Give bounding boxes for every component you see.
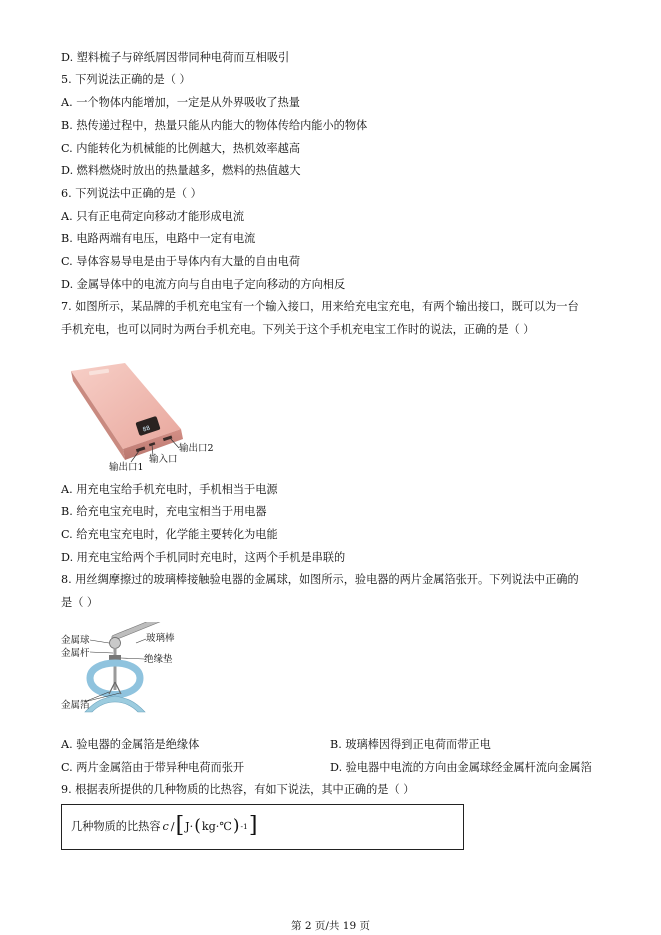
unit-j: J· (185, 819, 194, 833)
q7-option-c: C. 给充电宝充电时，化学能主要转化为电能 (61, 528, 278, 541)
q5-option-d: D. 燃料燃烧时放出的热量越多，燃料的热值越大 (61, 164, 301, 177)
label-output-2: 输出口2 (179, 443, 214, 454)
table-header-cell (71, 815, 258, 837)
q5-option-c: C. 内能转化为机械能的比例越大，热机效率越高 (61, 142, 301, 155)
table-header-text: 几种物质的比热容 (71, 820, 161, 833)
q8-stem-line1: 8. 用丝绸摩擦过的玻璃棒接触验电器的金属球，如图所示，验电器的两片金属箔张开。下列说法中正确的 (61, 573, 579, 586)
bracket-right-icon: ] (248, 813, 258, 838)
q7-stem-line1: 7. 如图所示，某品牌的手机充电宝有一个输入接口，用来给充电宝充电，有两个输出接口，既可以为一台 (61, 300, 579, 313)
q6-option-c: C. 导体容易导电是由于导体内有大量的自由电荷 (61, 255, 301, 268)
q6-option-a: A. 只有正电荷定向移动才能形成电流 (61, 210, 245, 223)
q7-option-b: B. 给充电宝充电时，充电宝相当于用电器 (61, 505, 267, 518)
paren-right-icon: ) (232, 816, 240, 836)
label-metal-rod: 金属杆 (61, 648, 90, 659)
slash: / (170, 819, 175, 833)
q7-option-d: D. 用充电宝给两个手机同时充电时，这两个手机是串联的 (61, 551, 346, 564)
specific-heat-table (61, 804, 464, 850)
label-input: 输入口 (149, 454, 178, 465)
paren-left-icon: ( (194, 816, 201, 836)
q8-option-c: C. 两片金属箔由于带异种电荷而张开 (61, 761, 245, 774)
page-footer: 第 2 页/共 19 页 (291, 920, 370, 932)
q7-stem-line2: 手机充电，也可以同时为两台手机充电。下列关于这个手机充电宝工作时的说法，正确的是（ ） (61, 323, 535, 336)
label-insulating-pad: 绝缘垫 (144, 654, 173, 665)
label-output-1: 输出口1 (109, 462, 144, 473)
q5-option-b: B. 热传递过程中，热量只能从内能大的物体传给内能小的物体 (61, 119, 368, 132)
power-bank-figure (63, 357, 233, 477)
q7-option-a: A. 用充电宝给手机充电时，手机相当于电源 (61, 483, 278, 496)
label-metal-ball: 金属球 (61, 635, 90, 646)
q6-option-b: B. 电路两端有电压，电路中一定有电流 (61, 232, 256, 245)
q8-option-b: B. 玻璃棒因得到正电荷而带正电 (330, 738, 491, 751)
svg-text:88: 88 (141, 424, 152, 434)
label-glass-rod: 玻璃棒 (146, 633, 175, 644)
q8-option-d: D. 验电器中电流的方向由金属球经金属杆流向金属箔 (330, 761, 592, 774)
unit-kg: kg·℃ (201, 819, 232, 833)
electroscope-figure (60, 622, 190, 722)
metal-ball (110, 638, 121, 649)
q5-stem: 5. 下列说法正确的是（ ） (61, 73, 191, 86)
q8-option-a: A. 验电器的金属箔是绝缘体 (61, 738, 200, 751)
unit-exponent: -1 (240, 821, 248, 831)
q5-option-a: A. 一个物体内能增加，一定是从外界吸收了热量 (61, 96, 300, 109)
bracket-left-icon: [ (175, 813, 185, 838)
jar-stand (85, 696, 145, 712)
q6-stem: 6. 下列说法中正确的是（ ） (61, 187, 202, 200)
q9-stem: 9. 根据表所提供的几种物质的比热容，有如下说法，其中正确的是（ ） (61, 783, 415, 796)
q4-option-d: D. 塑料梳子与碎纸屑因带同种电荷而互相吸引 (61, 51, 290, 64)
var-c: c (162, 819, 169, 833)
label-metal-foil: 金属箔 (61, 700, 90, 711)
q8-stem-line2: 是（ ） (61, 596, 99, 609)
q6-option-d: D. 金属导体中的电流方向与自由电子定向移动的方向相反 (61, 278, 346, 291)
